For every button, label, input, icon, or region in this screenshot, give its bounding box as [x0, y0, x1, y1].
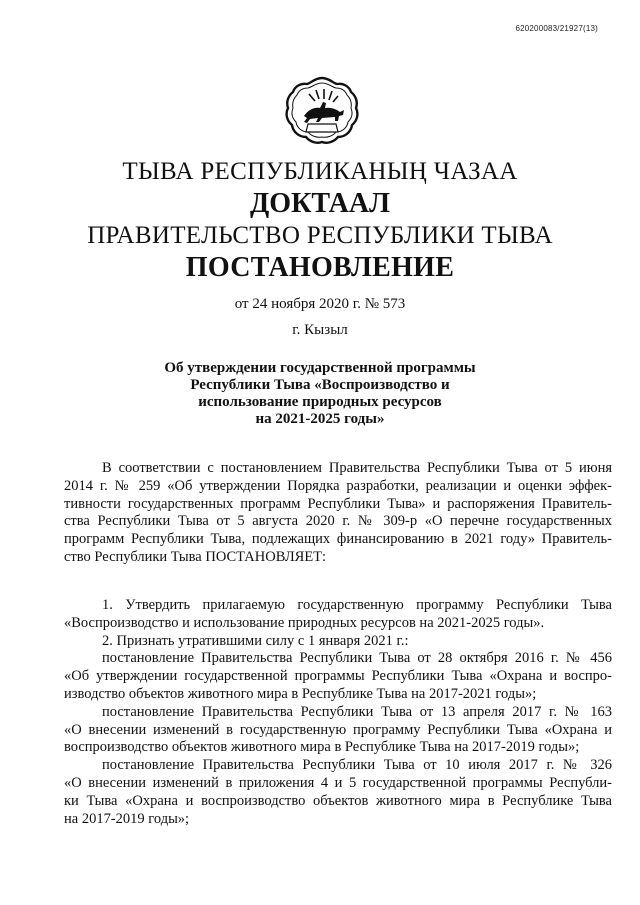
text-line: В соответствии с постановлением Правительства Республики Тыва от 5 июня: [102, 460, 612, 476]
resolution-body: [64, 597, 612, 828]
russian-document-type: ПОСТАНОВЛЕНИЕ: [185, 252, 455, 283]
preamble-paragraph: [64, 460, 612, 567]
text-line: 2. Признать утратившими силу с 1 января 2021 г.:: [102, 632, 409, 649]
text-line: «Об утверждении государственной программы Республики Тыва «Охрана и воспро-: [64, 668, 612, 685]
text-line: «О внесении изменений в государственную программу Республики Тыва «Охрана и: [64, 721, 612, 738]
title-line: использование природных ресурсов: [198, 394, 442, 410]
text-line: «О внесении изменений в приложения 4 и 5 государственной программы Республи-: [64, 774, 612, 791]
document-date-number: от 24 ноября 2020 г. № 573: [234, 296, 406, 312]
tuvan-government-heading: ТЫВА РЕСПУБЛИКАНЫҢ ЧАЗАА: [122, 158, 518, 185]
text-line: тивности государственных программ Республики Тыва» и распоряжения Правитель-: [64, 495, 612, 512]
text-line: ство Республики Тыва ПОСТАНОВЛЯЕТ:: [64, 548, 327, 565]
title-line: Об утверждении государственной программы: [164, 360, 476, 376]
text-line: изводство объектов животного мира в Республике Тыва на 2017-2021 годы»;: [64, 685, 537, 702]
text-line: на 2017-2019 годы»;: [64, 810, 190, 827]
russian-government-heading: ПРАВИТЕЛЬСТВО РЕСПУБЛИКИ ТЫВА: [87, 222, 553, 249]
text-line: «Воспроизводство и использование природных ресурсов на 2021-2025 годы».: [64, 614, 545, 631]
text-line: постановление Правительства Республики Тыва от 28 октября 2016 г. № 456: [102, 650, 612, 667]
document-number: 620200083/21927(13): [515, 24, 598, 33]
tuva-emblem-icon: [282, 74, 362, 148]
document-city: г. Кызыл: [292, 322, 348, 338]
document-title: [150, 360, 490, 428]
title-line: на 2021-2025 годы»: [255, 411, 385, 427]
text-line: ки Тыва «Охрана и воспроизводство объектов животного мира в Республике Тыва: [64, 792, 612, 809]
tuvan-document-type: ДОКТААЛ: [250, 188, 390, 219]
text-line: 1. Утвердить прилагаемую государственную программу Республики Тыва: [102, 597, 612, 613]
text-line: воспроизводство объектов животного мира в Республике Тыва на 2017-2019 годы»;: [64, 739, 580, 756]
title-line: Республики Тыва «Воспроизводство и: [190, 377, 450, 393]
text-line: постановление Правительства Республики Тыва от 13 апреля 2017 г. № 163: [102, 703, 612, 720]
text-line: ства Республики Тыва от 5 августа 2020 г. № 309-р «О перечне государственных: [64, 513, 612, 530]
text-line: постановление Правительства Республики Тыва от 10 июля 2017 г. № 326: [102, 757, 612, 774]
text-line: программ Республики Тыва, подлежащих финансированию в 2021 году» Правитель-: [64, 531, 612, 548]
text-line: 2014 г. № 259 «Об утверждении Порядка разработки, реализации и оценки эффек-: [64, 477, 612, 494]
